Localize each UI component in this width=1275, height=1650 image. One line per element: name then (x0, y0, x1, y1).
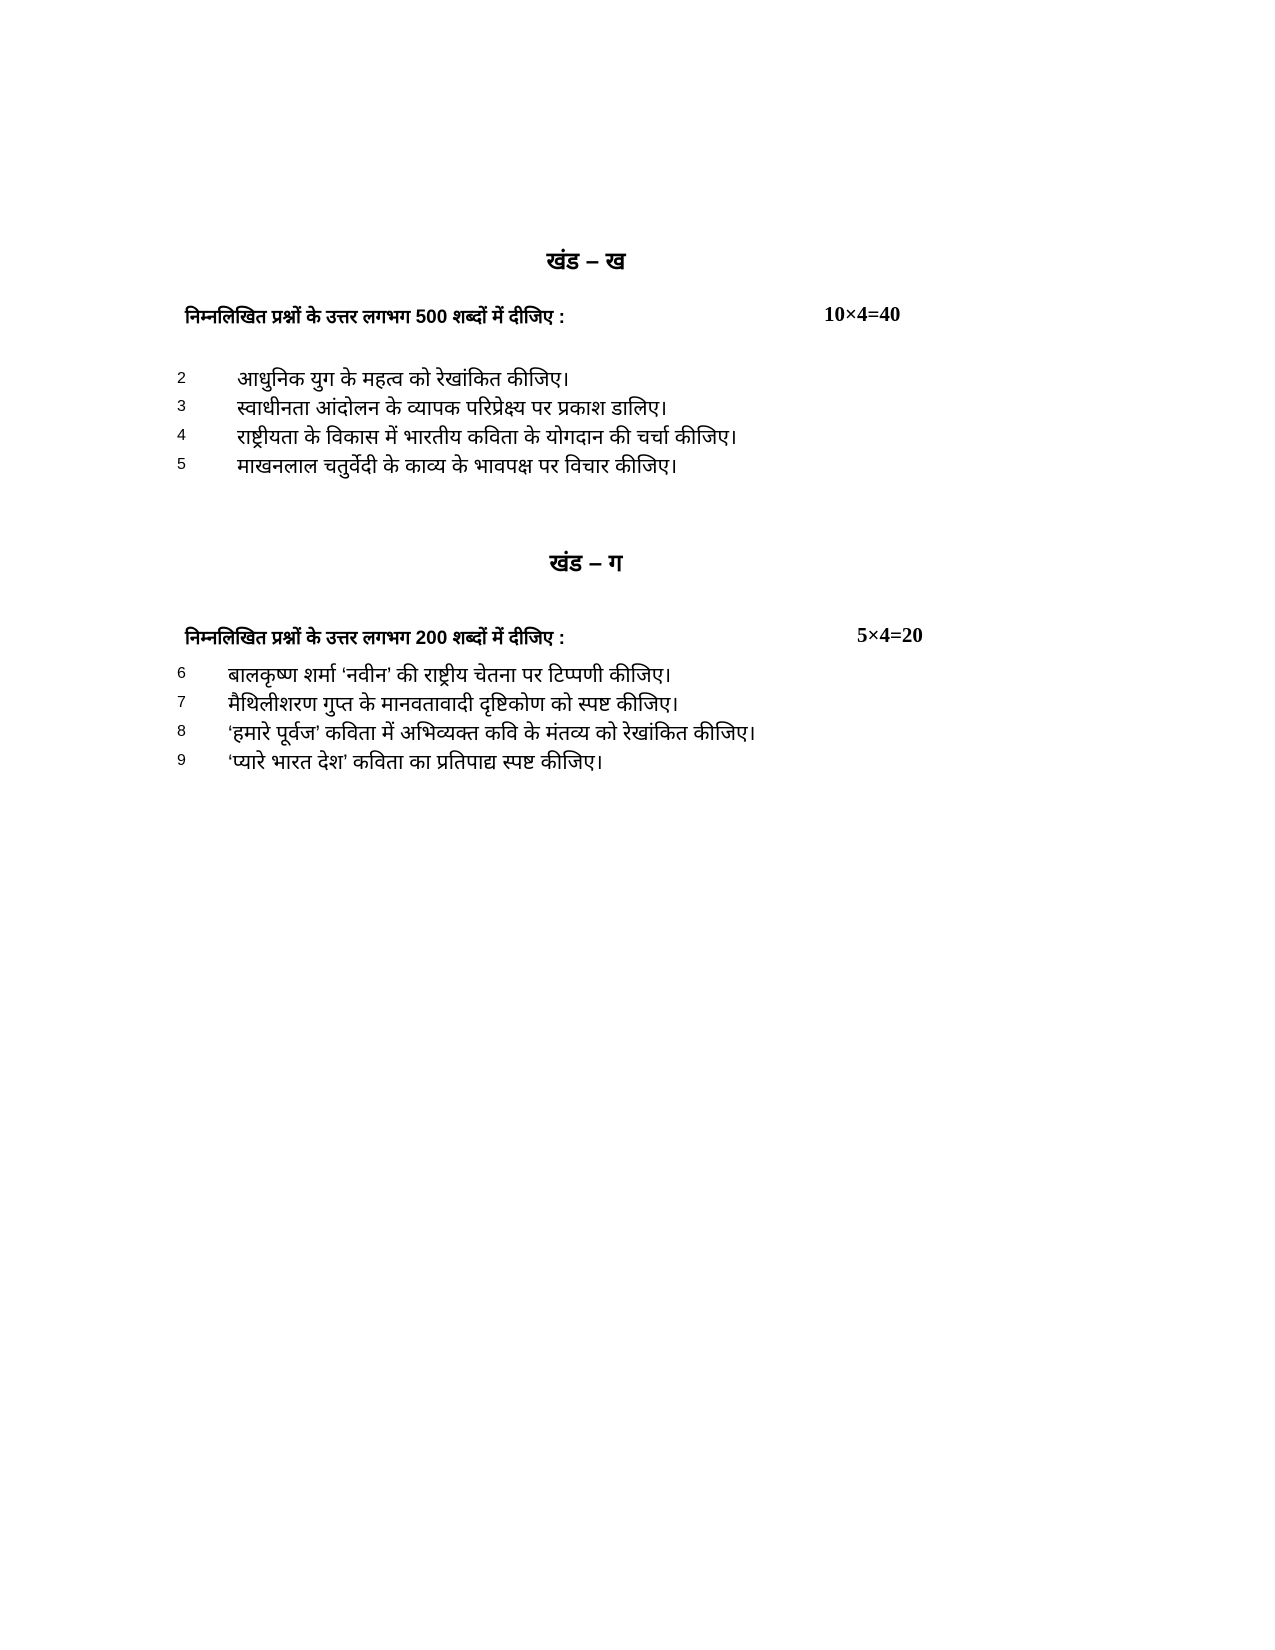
question-number: 7 (177, 694, 186, 711)
section-heading-ga: खंड – ग (549, 550, 623, 577)
question-text: बालकृष्ण शर्मा ‘नवीन’ की राष्ट्रीय चेतना पर टिप्पणी कीजिए। (228, 664, 672, 687)
section-marks: 5×4=20 (857, 623, 923, 647)
question-number: 5 (177, 456, 186, 473)
question-text: माखनलाल चतुर्वेदी के काव्य के भावपक्ष पर विचार कीजिए। (237, 455, 678, 478)
question-number: 4 (177, 427, 186, 444)
question-text: आधुनिक युग के महत्व को रेखांकित कीजिए। (237, 368, 570, 391)
question-text: राष्ट्रीयता के विकास में भारतीय कविता के योगदान की चर्चा कीजिए। (237, 426, 737, 449)
section-instruction: निम्नलिखित प्रश्नों के उत्तर लगभग 500 शब्दों में दीजिए : (185, 307, 565, 328)
question-number: 2 (177, 370, 186, 387)
question-text: ‘प्यारे भारत देश’ कविता का प्रतिपाद्य स्पष्ट कीजिए। (228, 751, 603, 774)
question-text: मैथिलीशरण गुप्त के मानवतावादी दृष्टिकोण को स्पष्ट कीजिए। (228, 693, 679, 716)
question-text: ‘हमारे पूर्वज’ कविता में अभिव्यक्त कवि के मंतव्य को रेखांकित कीजिए। (228, 722, 756, 745)
question-text: स्वाधीनता आंदोलन के व्यापक परिप्रेक्ष्य पर प्रकाश डालिए। (237, 397, 668, 420)
question-number: 6 (177, 665, 186, 682)
question-number: 3 (177, 398, 186, 415)
section-heading-kha: खंड – ख (546, 248, 626, 275)
question-number: 8 (177, 723, 186, 740)
section-instruction: निम्नलिखित प्रश्नों के उत्तर लगभग 200 शब्दों में दीजिए : (185, 628, 565, 649)
section-marks: 10×4=40 (824, 302, 901, 326)
question-number: 9 (177, 752, 186, 769)
